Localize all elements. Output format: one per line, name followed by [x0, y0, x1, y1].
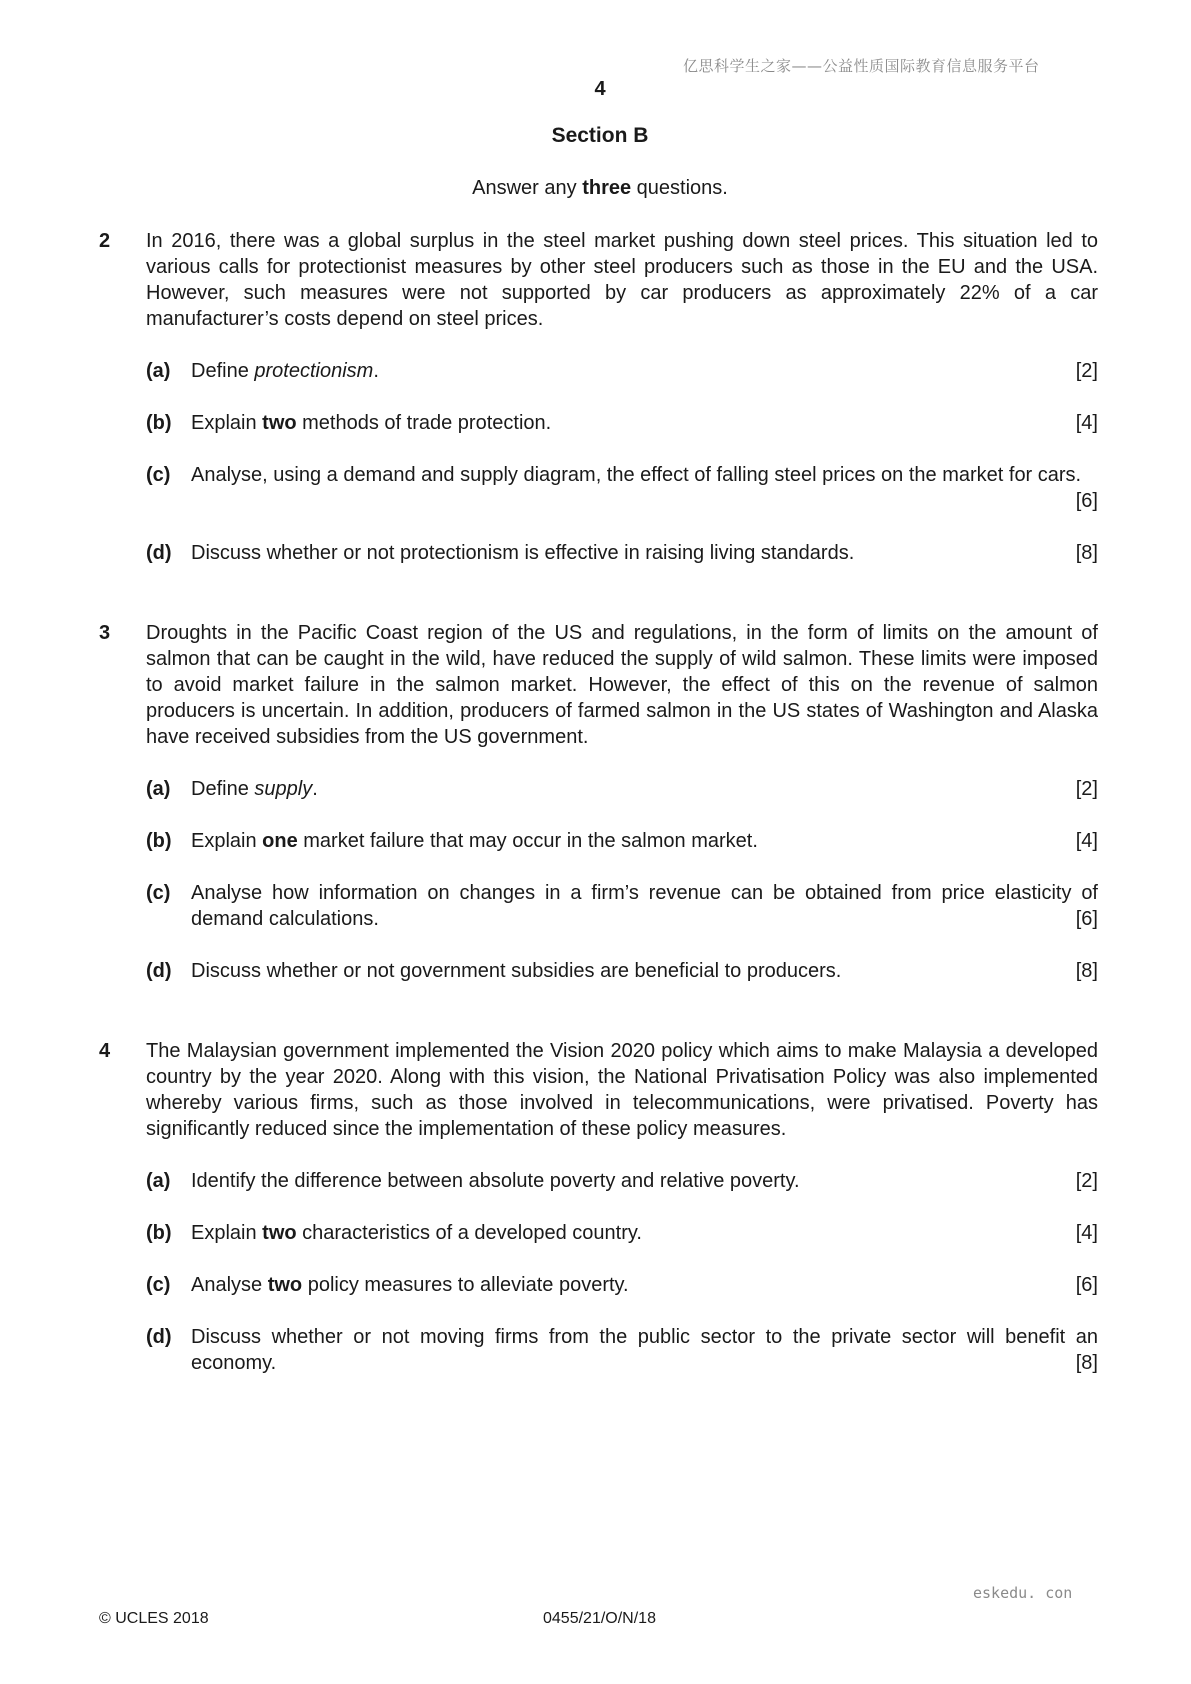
part-text: Analyse, using a demand and supply diagram, the effect of falling steel prices on the market for cars.: [191, 464, 1082, 486]
part-marks: [4]: [1075, 412, 1098, 434]
page-number: 4: [594, 78, 606, 100]
part-label: (b): [146, 412, 172, 434]
part-text: [191, 358, 1018, 384]
instruction: [0, 175, 1191, 201]
footer-code: 0455/21/O/N/18: [543, 1610, 656, 1627]
part-label: (c): [146, 1274, 171, 1296]
question-number: 4: [99, 1040, 111, 1062]
part-marks: [2]: [1075, 1170, 1098, 1192]
watermark: 亿思科学生之家——公益性质国际教育信息服务平台: [683, 57, 1040, 75]
part-marks: [4]: [1075, 830, 1098, 852]
part-label: (a): [146, 1170, 171, 1192]
part-label: (b): [146, 830, 172, 852]
question-stem: In 2016, there was a global surplus in the steel market pushing down steel prices. This situation led to various calls for protectionist measures by other steel producers such as those in the EU and the USA. However, such measures were not supported by car producers as approximately 22% of a car manufacturer’s costs depend on steel prices.: [146, 230, 1098, 330]
part-text-pre: Analyse: [191, 1274, 268, 1296]
part-label: (a): [146, 360, 171, 382]
part-marks: [4]: [1075, 1222, 1098, 1244]
question-number: 2: [99, 230, 111, 252]
part-text-emph: protectionism: [254, 360, 374, 382]
part-label: (c): [146, 464, 171, 486]
part-text-bold: two: [262, 1222, 297, 1244]
section-title: Section B: [551, 124, 649, 147]
part-text-pre: Explain: [191, 830, 263, 852]
part-text: [191, 410, 1018, 436]
part-marks: [6]: [1075, 490, 1098, 512]
part-text-post: .: [373, 360, 379, 382]
part-text: Discuss whether or not moving firms from the public sector to the private sector will benefit an economy.: [191, 1326, 1098, 1374]
part-marks: [8]: [1075, 542, 1098, 564]
part-text-pre: Explain: [191, 412, 263, 434]
part-text-post: market failure that may occur in the salmon market.: [297, 830, 758, 852]
instruction-post: questions.: [631, 177, 728, 199]
part-text-emph: supply: [254, 778, 313, 800]
part-marks: [2]: [1075, 360, 1098, 382]
part-text-pre: Define: [191, 778, 255, 800]
part-text: [191, 1272, 1018, 1298]
question-number: 3: [99, 622, 111, 644]
part-text: [191, 828, 1018, 854]
part-text: Identify the difference between absolute poverty and relative poverty.: [191, 1170, 800, 1192]
part-marks: [6]: [1075, 908, 1098, 930]
part-text-post: characteristics of a developed country.: [296, 1222, 642, 1244]
footer-copyright: © UCLES 2018: [99, 1610, 209, 1627]
part-marks: [8]: [1075, 1352, 1098, 1374]
part-text: Discuss whether or not protectionism is effective in raising living standards.: [191, 542, 855, 564]
part-text-bold: two: [262, 412, 297, 434]
part-label: (b): [146, 1222, 172, 1244]
instruction-bold: three: [582, 177, 632, 199]
part-text-pre: Define: [191, 360, 255, 382]
part-label: (c): [146, 882, 171, 904]
footer-site: eskedu. con: [973, 1584, 1073, 1602]
part-text-post: policy measures to alleviate poverty.: [302, 1274, 629, 1296]
part-text-post: methods of trade protection.: [296, 412, 552, 434]
part-text-bold: two: [267, 1274, 303, 1296]
part-marks: [6]: [1075, 1274, 1098, 1296]
part-text: Analyse how information on changes in a firm’s revenue can be obtained from price elasticity of demand calculations.: [191, 882, 1098, 930]
part-label: (d): [146, 542, 172, 564]
part-text: Discuss whether or not government subsidies are beneficial to producers.: [191, 960, 842, 982]
part-text-bold: one: [262, 830, 298, 852]
question-stem: Droughts in the Pacific Coast region of the US and regulations, in the form of limits on the amount of salmon that can be caught in the wild, have reduced the supply of wild salmon. These limits were imposed to avoid market failure in the salmon market. However, the effect of this on the revenue of salmon producers is uncertain. In addition, producers of farmed salmon in the US states of Washington and Alaska have received subsidies from the US government.: [146, 622, 1098, 748]
instruction-pre: Answer any: [472, 177, 583, 199]
part-marks: [8]: [1075, 960, 1098, 982]
part-text: [191, 776, 1018, 802]
part-text-pre: Explain: [191, 1222, 263, 1244]
part-label: (d): [146, 960, 172, 982]
part-label: (a): [146, 778, 171, 800]
part-marks: [2]: [1075, 778, 1098, 800]
question-stem: The Malaysian government implemented the Vision 2020 policy which aims to make Malaysia a developed country by the year 2020. Along with this vision, the National Privatisation Policy was also implemented whereby various firms, such as those involved in telecommunications, were privatised. Poverty has significantly reduced since the implementation of these policy measures.: [146, 1040, 1098, 1140]
part-label: (d): [146, 1326, 172, 1348]
part-text: [191, 1220, 1018, 1246]
part-text-post: .: [312, 778, 318, 800]
